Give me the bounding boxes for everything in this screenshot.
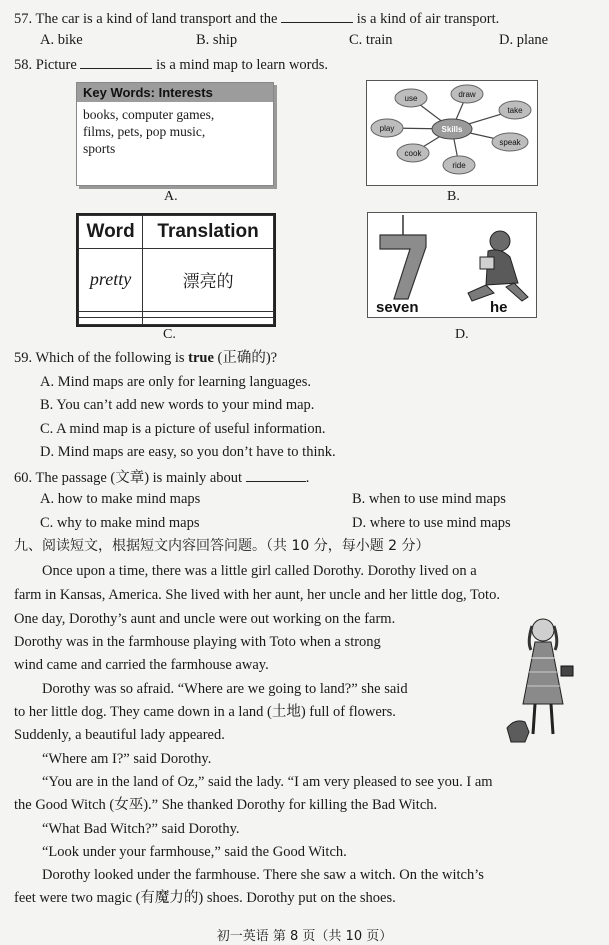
table-cell-empty (79, 311, 143, 318)
dorothy-dress-icon (523, 642, 563, 704)
table-cell-empty (143, 318, 274, 325)
table-cell-empty (143, 311, 274, 318)
q60-stem-text: 60. The passage (文章) is mainly about (14, 470, 243, 486)
toto-dog-icon (507, 721, 529, 742)
figure-d-picture-words (367, 212, 537, 318)
q59-stem (14, 349, 277, 367)
boy-leg-icon (506, 283, 528, 301)
picture-word-seven: seven (376, 299, 419, 316)
q57-option-d: D. plane (499, 32, 549, 48)
q60-blank (246, 467, 306, 482)
q59-option-c: C. A mind map is a picture of useful information. (40, 421, 326, 437)
dorothy-leg-icon (551, 704, 553, 734)
passage-line: the Good Witch (女巫).” She thanked Dorothy for killing the Bad Witch. (14, 797, 438, 813)
dorothy-leg-icon (533, 704, 535, 734)
mind-map-node-label: ride (452, 161, 466, 170)
book-icon (480, 257, 494, 269)
figure-a-body (77, 102, 273, 161)
mind-map-node-label: use (404, 94, 418, 103)
table-cell-translation: 漂亮的 (143, 249, 274, 312)
figure-a-line: sports (83, 141, 116, 156)
word-translation-table (78, 215, 274, 325)
table-cell-word: pretty (79, 249, 143, 312)
passage-line: Once upon a time, there was a little girl called Dorothy. Dorothy lived on a (42, 563, 477, 579)
mind-map-node-label: play (379, 124, 395, 133)
mind-map-node-label: cook (404, 149, 422, 158)
mind-map-node-label: take (507, 106, 523, 115)
q59-stem-bold: true (188, 350, 214, 366)
figure-b-caption: B. (447, 189, 460, 204)
boy-head-icon (490, 231, 510, 251)
mind-map-node-label: speak (499, 138, 521, 147)
passage-line: Dorothy was so afraid. “Where are we going to land?” she said (42, 681, 408, 697)
mind-map-center-label: Skills (441, 125, 463, 134)
passage-line: feet were two magic (有魔力的) shoes. Dorothy put on the shoes. (14, 890, 396, 906)
figure-a-caption: A. (164, 189, 178, 204)
q60-stem (14, 467, 309, 487)
figure-a-line: films, pets, pop music, (83, 124, 206, 139)
q59-option-d: D. Mind maps are easy, so you don’t have to think. (40, 444, 336, 460)
q60-option-b: B. when to use mind maps (352, 491, 506, 507)
figure-a-line: books, computer games, (83, 107, 215, 122)
table-header-word: Word (79, 216, 143, 249)
passage-line: “You are in the land of Oz,” said the lady. “I am very pleased to see you. I am (42, 774, 493, 790)
q58-stem (14, 54, 328, 74)
passage-line: farm in Kansas, America. She lived with her aunt, her uncle and her little dog, Toto. (14, 587, 500, 603)
q60-option-d: D. where to use mind maps (352, 515, 511, 531)
passage-line: “What Bad Witch?” said Dorothy. (42, 821, 240, 837)
mind-map-diagram (367, 81, 537, 185)
q57-option-c: C. train (349, 32, 393, 48)
figure-a-keyword-card (76, 82, 274, 186)
seven-shape-icon (380, 235, 426, 299)
q58-blank (80, 54, 152, 69)
basket-icon (561, 666, 573, 676)
q57-stem (14, 8, 499, 28)
figure-d-caption: D. (455, 327, 469, 342)
picture-word-he: he (490, 299, 508, 316)
section-nine-heading: 九、阅读短文，根据短文内容回答问题。（共 10 分，每小题 2 分） (14, 538, 430, 554)
q59-stem-text: 59. Which of the following is (14, 350, 185, 366)
q57-option-a: A. bike (40, 32, 83, 48)
q60-period: . (305, 470, 310, 486)
q59-stem-end: (正确的)? (217, 350, 278, 366)
page-footer: 初一英语 第 8 页（共 10 页） (216, 929, 393, 944)
passage-line: Suddenly, a beautiful lady appeared. (14, 727, 225, 743)
dorothy-head-icon (532, 619, 554, 641)
table-header-translation: Translation (143, 216, 274, 249)
passage-line: “Where am I?” said Dorothy. (42, 751, 212, 767)
picture-illustration (368, 213, 536, 317)
q58-stem-part1: 58. Picture (14, 57, 77, 73)
q59-option-b: B. You can’t add new words to your mind map. (40, 397, 315, 413)
passage-line: wind came and carried the farmhouse away. (14, 657, 269, 673)
mind-map-node-label: draw (458, 90, 476, 99)
q59-option-a: A. Mind maps are only for learning languages. (40, 374, 311, 390)
q57-blank (281, 8, 353, 23)
figure-c-word-table (76, 213, 276, 327)
figure-c-caption: C. (163, 327, 176, 342)
passage-line: “Look under your farmhouse,” said the Good Witch. (42, 844, 347, 860)
dorothy-illustration (505, 612, 577, 750)
figure-a-header: Key Words: Interests (77, 83, 273, 102)
q57-stem-part2: is a kind of air transport. (356, 11, 500, 27)
q60-option-a: A. how to make mind maps (40, 491, 201, 507)
figure-b-mind-map (366, 80, 538, 186)
passage-line: One day, Dorothy’s aunt and uncle were out working on the farm. (14, 611, 396, 627)
passage-line: Dorothy was in the farmhouse playing with Toto when a strong (14, 634, 381, 650)
q60-option-c: C. why to make mind maps (40, 515, 200, 531)
q58-stem-part2: is a mind map to learn words. (156, 57, 329, 73)
passage-line: to her little dog. They came down in a land (土地) full of flowers. (14, 704, 396, 720)
passage-line: Dorothy looked under the farmhouse. There she saw a witch. On the witch’s (42, 867, 484, 883)
q57-option-b: B. ship (196, 32, 238, 48)
q57-stem-part1: 57. The car is a kind of land transport and the (14, 11, 278, 27)
table-cell-empty (79, 318, 143, 325)
